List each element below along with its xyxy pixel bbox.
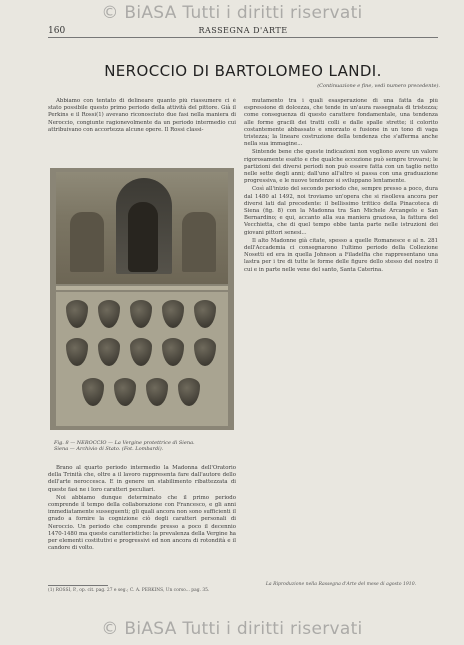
watermark-top: © BiASA Tutti i diritti riservati (101, 3, 363, 23)
coat-of-arms-shield (130, 338, 152, 366)
coat-of-arms-shield (98, 338, 120, 366)
photo-credit: La Riproduzione nella Rassegna d'Arte del mese di agosto 1910. (265, 582, 417, 587)
right-column (244, 98, 438, 578)
coat-of-arms-shield (98, 300, 120, 328)
article-subtitle: (Continuazione e fine, vedi numero precedente). (317, 83, 440, 89)
coat-of-arms-shield (194, 338, 216, 366)
coat-of-arms-shield (162, 338, 184, 366)
painting-upper-scene (56, 172, 228, 284)
painted-figure-right (182, 212, 216, 272)
coat-of-arms-shield (178, 378, 200, 406)
paragraph: Così all'inizio del secondo periodo che, sempre presso a poco, dura dal 1480 al 1492, noi troviamo un'opera che si risolleva ancora per diversi lati dal precedente: il bellissimo trittico della Pinacoteca di Siena (fig. 8) con la Madonna tra San Michele Arcangelo e San Bernardino; e qui, accanto alla sua maniera graziosa, la fattura del Vecchietta, che di quel tempo ebbe tanta parte nelle istruzioni dei giovani pittori senesi... (244, 186, 438, 236)
page-header (48, 26, 438, 38)
coat-of-arms-shield (82, 378, 104, 406)
coat-of-arms-shield (130, 300, 152, 328)
watermark-bottom: © BiASA Tutti i diritti riservati (101, 619, 363, 639)
coat-of-arms-shield (146, 378, 168, 406)
paragraph: Abbiamo con tentato di delineare quanto più riassumere ci è stato possibile questo primo periodo della attività del pittore. Già il Perkins e il Rossi(1) avevano riconosciuto due fasi nella maniera di Neroccio, congiunte ragionevolmente da un periodo intermedio cui attribuivano con accortezza alcune opere. Il Rossi classi- (48, 98, 236, 133)
paragraph: Brano al quarto periodo intermedio la Madonna dell'Oratorio della Trinità che, oltre a il lavoro rappresenta fare dall'autore dello dell'arte neroccesca. E in genere un stabilimento ribattezzata di queste fasi ne i loro caratteri peculiari. (48, 465, 236, 493)
page-number: 160 (48, 26, 66, 36)
painting-ledge (56, 286, 228, 290)
figure-caption (54, 440, 230, 453)
caption-line-1: Fig. 8 — NEROCCIO — La Vergine protettrice di Siena. (54, 440, 195, 446)
article-title: NEROCCIO DI BARTOLOMEO LANDI. (104, 62, 382, 80)
paragraph: Il alto Madonne già citate, spesso a quelle Romanesce e al n. 281 dell'Accademia ci consegnarono l'ultimo periodo della Collezione Nosetti ed era in quella Johnson a Filadelfia che rappresentano una lastra per i tre di tutte le forme delle figure dello stesso del nostro il cui e in parte nelle vene del santo, Santa Caterina. (244, 237, 438, 273)
journal-title: RASSEGNA D'ARTE (198, 26, 288, 35)
left-column-top (48, 98, 236, 164)
coat-of-arms-shield (114, 378, 136, 406)
figure-painting (50, 168, 234, 430)
coat-of-arms-shield (66, 300, 88, 328)
coat-of-arms-shield (66, 338, 88, 366)
paragraph: mutamento tra i quali esasperazione di una fatta da più espressione di dolcezza, che tende in un'aura rassegnata di tristezza; come conseguenza di questo carattere fondamentale, una tendenza alle forme gracili dei tratti colli e dalle spalle strette; il colorito costantemente abbassato e smorzato e fusione in un tono di vaga tristezza; la lineare costruzione della tendenza che s'afferma anche nella sua immagine... (244, 98, 438, 148)
footnote-divider (48, 585, 108, 586)
painted-madonna (128, 202, 158, 272)
painting-coats-of-arms (56, 292, 228, 426)
coat-of-arms-shield (194, 300, 216, 328)
paragraph: Sintende bene che queste indicazioni non vogliono avere un valore rigorosamente esatto e che qualche eccezione può sempre trovarsi; le partizioni dei diversi periodi non può essere fatta con un taglio netto nelle sette degli anni; dall'uno all'altro si passa con una graduazione progressiva, e le nuove tendenze si sviluppano lentamente. (244, 149, 438, 185)
painted-figure-left (70, 212, 104, 272)
paragraph: Noi abbiamo dunque determinato che il primo periodo comprende il tempo della collaborazione con Francesco, e gli anni immediatamente susseguenti; gli quali ancora non sono sufficienti il grado a fornire la cognizione ciò degli caratteri personali di Neroccio. Un periodo che comprende presso a poco il decennio 1470-1480 ma queste caratteristiche: la prevalenza della Vergine ha per elementi costitutivi e progressivi ed non ancora di rotondità e il candore di volto. (48, 494, 236, 552)
caption-line-2: Siena — Archivio di Stato. (Fot. Lombardi). (54, 446, 164, 453)
coat-of-arms-shield (162, 300, 184, 328)
left-column-bottom (48, 465, 236, 583)
footnote: (1) ROSSI, P., op. cit. pag. 27 e seg.; C. A. PERKINS, Un corso... pag. 35. (48, 588, 210, 593)
